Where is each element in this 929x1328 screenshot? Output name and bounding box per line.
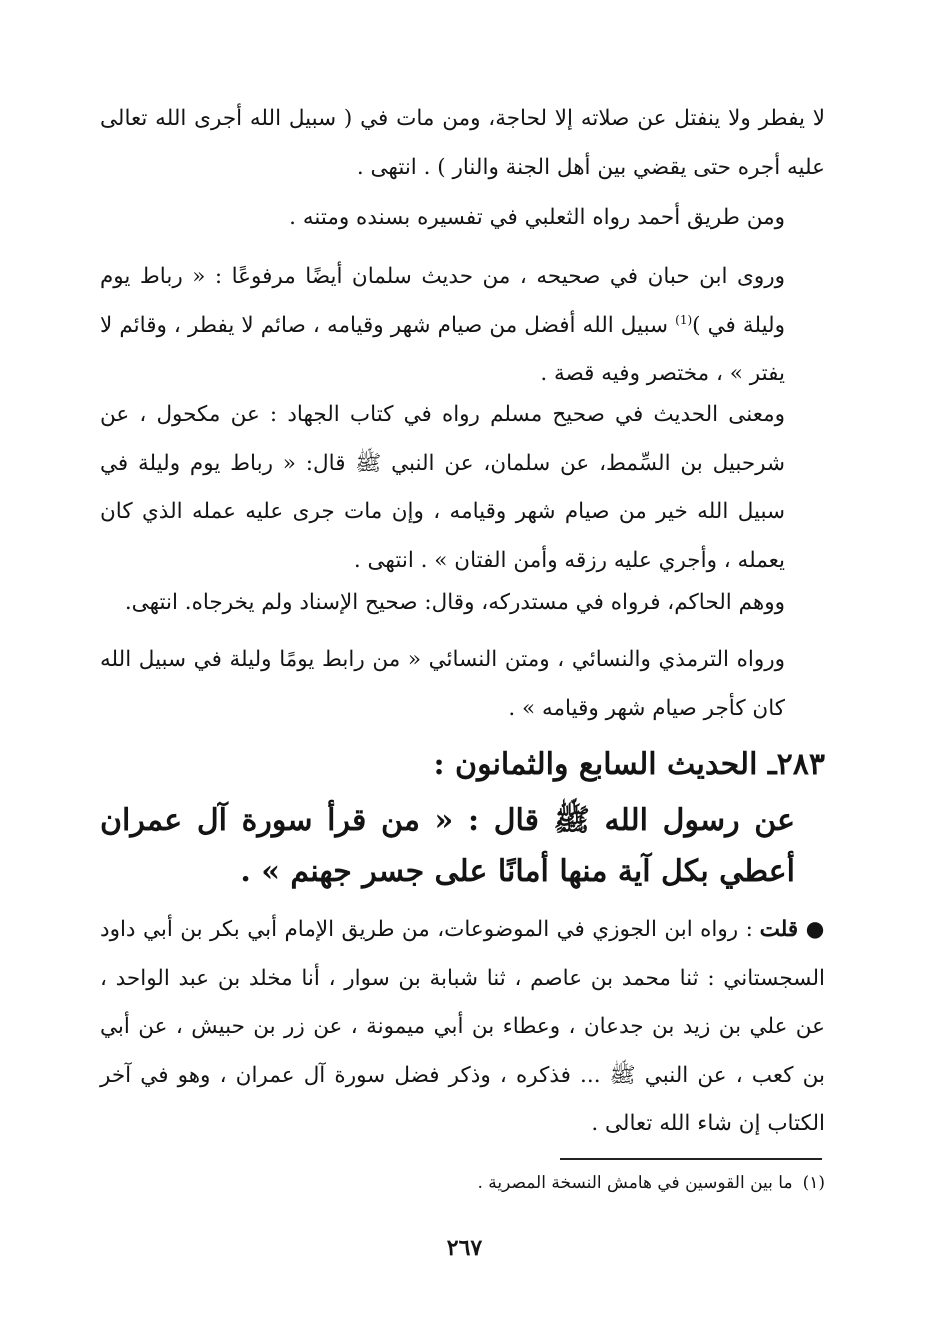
commentary-text: : رواه ابن الجوزي في الموضوعات، من طريق الإمام أبي بكر بن أبي داود السجستاني : ثنا محمد بن عاصم ، ثنا شبابة بن سوار ، أنا مخلد بن عبد الواحد ، عن علي بن زيد بن جدعان ، وعطاء بن أبي ميمونة ، عن زر بن حبيش ، عن أبي بن كعب ، عن النبي ﷺ ... فذكره ، وذكر فضل سورة آل عمران ، وهو في آخر الكتاب إن شاء الله تعالى . — [100, 917, 825, 1136]
footnote — [100, 1167, 825, 1199]
paragraph-2: ومن طريق أحمد رواه الثعلبي في تفسيره بسنده ومتنه . — [289, 205, 785, 230]
paragraph-4: ومعنى الحديث في صحيح مسلم رواه في كتاب الجهاد : عن مكحول ، عن شرحبيل بن السِّمط، عن سلمان، عن النبي ﷺ قال: « رباط يوم وليلة في سبيل الله خير من صيام شهر وقيامه ، وإن مات جرى عليه عمله الذي كان يعمله ، وأجري عليه رزقه وأمن الفتان » . انتهى . — [100, 402, 785, 573]
hadith-text: عن رسول الله ﷺ قال : « من قرأ سورة آل عمران أعطي بكل آية منها أمانًا على جسر جهنم » . — [100, 803, 795, 889]
paragraph-5: ووهم الحاكم، فرواه في مستدركه، وقال: صحيح الإسناد ولم يخرجاه. انتهى. — [124, 590, 785, 615]
paragraph-3-text-b: سبيل الله أفضل من صيام شهر وقيامه ، صائم لا يفطر ، وقائم لا يفتر » ، مختصر وفيه قصة . — [100, 312, 785, 386]
paragraph-3 — [100, 253, 825, 399]
commentary-paragraph — [100, 906, 825, 1149]
footnote-marker: (1) — [675, 312, 693, 327]
page-number: ٢٦٧ — [446, 1235, 483, 1261]
paragraph-3-text-a: وروى ابن حبان في صحيحه ، من حديث سلمان أيضًا مرفوعًا : « رباط يوم وليلة في ) — [100, 264, 785, 338]
bullet-icon: ● — [805, 917, 825, 942]
footnote-text: ما بين القوسين في هامش النسخة المصرية . — [477, 1173, 793, 1193]
paragraph-6: ورواه الترمذي والنسائي ، ومتن النسائي « من رابط يومًا وليلة في سبيل الله كان كأجر صيام شهر وقيامه » . — [100, 647, 785, 721]
paragraph-1: لا يفطر ولا ينفتل عن صلاته إلا لحاجة، ومن مات في ( سبيل الله أجرى الله تعالى عليه أجره حتى يقضي بين أهل الجنة والنار ) . انتهى . — [100, 106, 825, 180]
commentary-label: قلت — [759, 917, 799, 942]
footnote-divider — [560, 1158, 822, 1160]
hadith-heading: ٢٨٣ـ الحديث السابع والثمانون : — [433, 747, 825, 782]
footnote-number: (١) — [802, 1173, 825, 1193]
